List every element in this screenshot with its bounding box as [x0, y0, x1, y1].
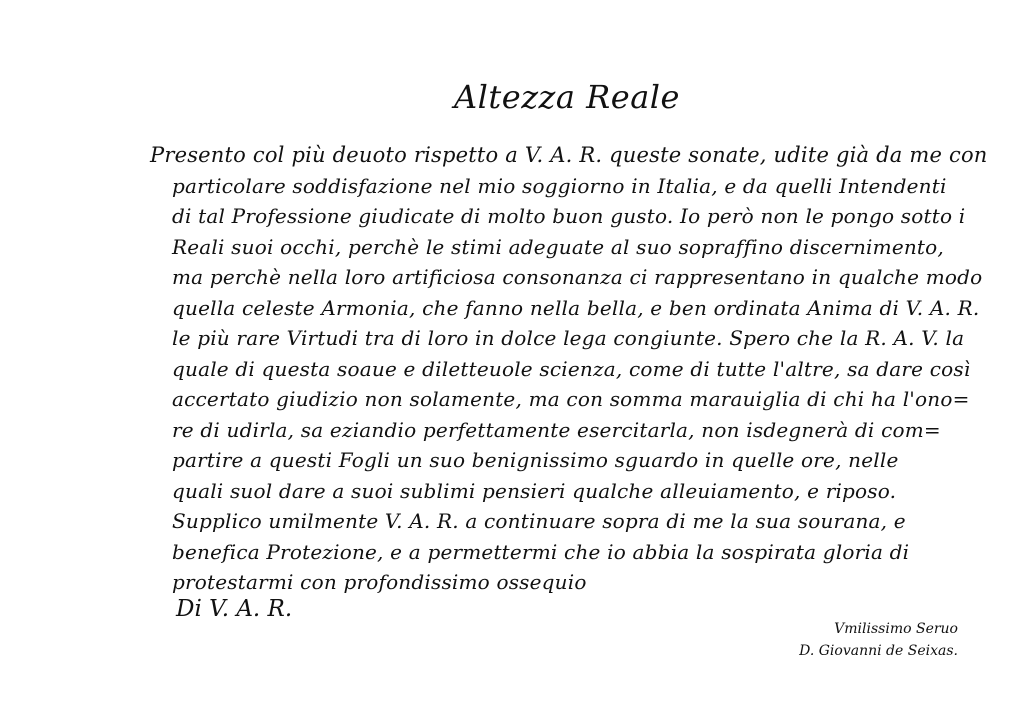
- signature-line-1: Vmilissimo Seruo: [834, 621, 958, 637]
- letter-line: quale di questa soaue e diletteuole scienza, come di tutte l'altre, sa dare così: [172, 356, 971, 381]
- letter-line: quella celeste Armonia, che fanno nella bella, e ben ordinata Anima di V. A. R.: [172, 295, 980, 320]
- letter-line: Supplico umilmente V. A. R. a continuare sopra di me la sua sourana, e: [172, 509, 906, 533]
- letter-line: di tal Professione giudicate di molto buon gusto. Io però non le pongo sotto i: [172, 204, 966, 228]
- letter-line: accertato giudizio non solamente, ma con somma marauiglia di chi ha l'ono=: [172, 387, 970, 411]
- signature-line-2: D. Giovanni de Seixas.: [799, 643, 958, 659]
- letter-line: le più rare Virtudi tra di loro in dolce lega congiunte. Spero che la R. A. V. la: [172, 326, 965, 350]
- letter-line: quali suol dare a suoi sublimi pensieri qualche alleuiamento, e riposo.: [172, 478, 897, 503]
- letter-body: [150, 140, 988, 598]
- letter-line: particolare soddisfazione nel mio soggiorno in Italia, e da quelli Intendenti: [172, 173, 947, 198]
- signature-block: [799, 618, 958, 662]
- letter-line: partire a questi Fogli un suo benignissimo sguardo in quelle ore, nelle: [172, 448, 899, 472]
- letter-line: ma perchè nella loro artificiosa consonanza ci rappresentano in qualche modo: [172, 265, 983, 289]
- letter-title: Altezza Reale: [454, 78, 680, 116]
- letter-line: benefica Protezione, e a permettermi che io abbia la sospirata gloria di: [172, 539, 910, 564]
- letter-line: protestarmi con profondissimo ossequio: [172, 570, 587, 594]
- letter-line: re di udirla, sa eziandio perfettamente esercitarla, non isdegnerà di com=: [172, 417, 941, 442]
- letter-line: Presento col più deuoto rispetto a V. A. R. queste sonate, udite già da me con: [150, 143, 988, 167]
- salutation: Di V. A. R.: [176, 596, 293, 622]
- letter-line: Reali suoi occhi, perchè le stimi adeguate al suo sopraffino discernimento,: [172, 234, 944, 259]
